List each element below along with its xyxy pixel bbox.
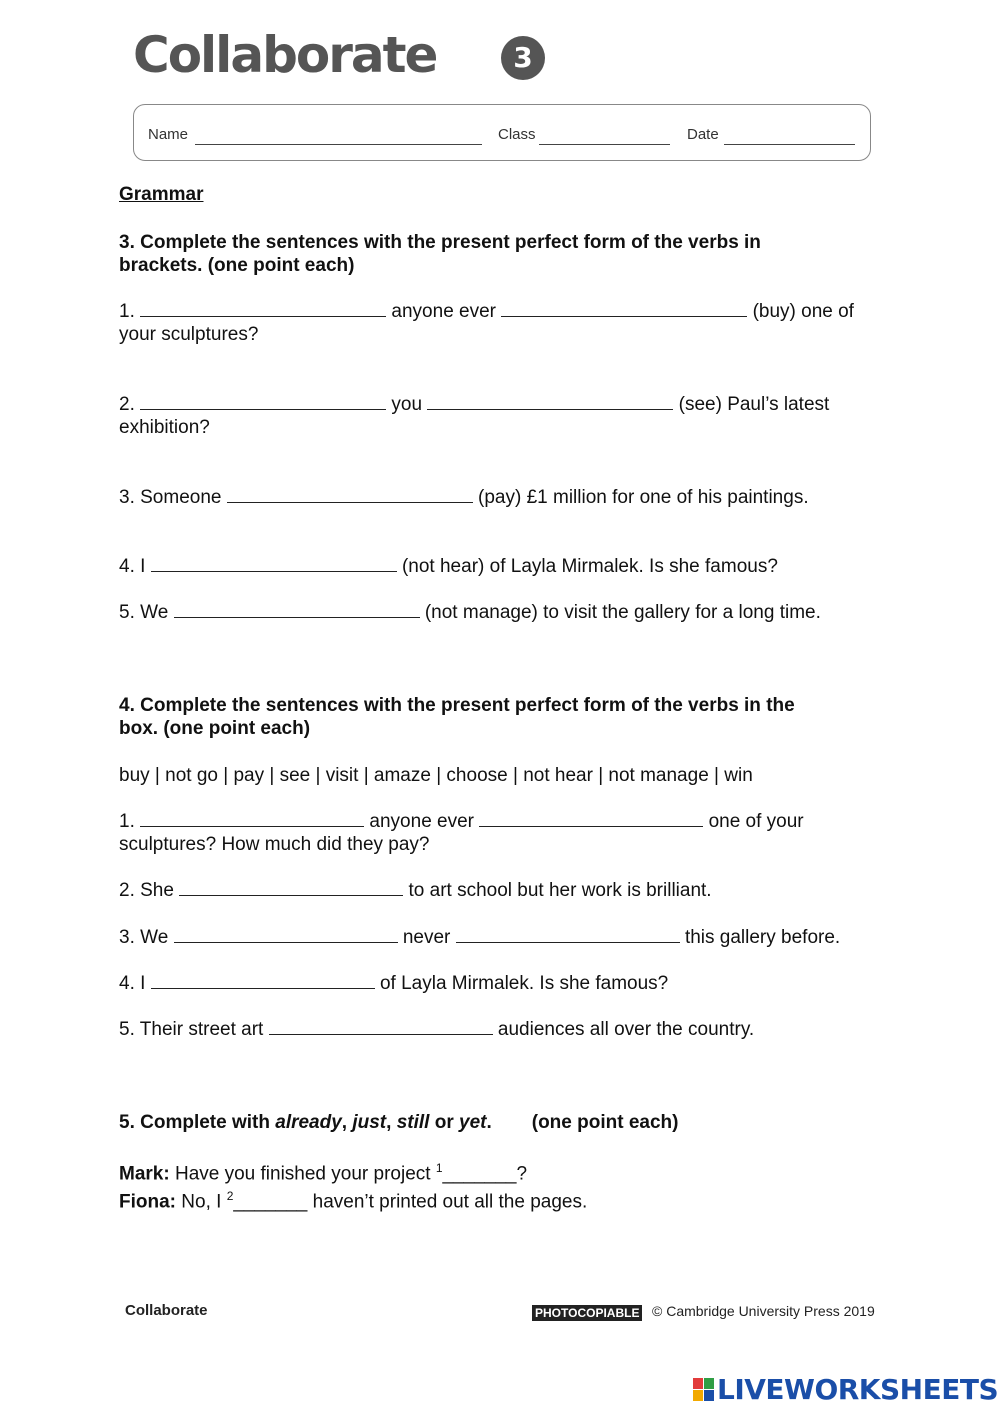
answer-blank[interactable]	[140, 394, 386, 410]
ex4-title: 4. Complete the sentences with the present perfect form of the verbs in the box. (one point each)	[119, 695, 795, 739]
ex3-sentence-1: 1. anyone ever (buy) one of your sculptures?	[119, 301, 854, 345]
ex3-sentence-3: 3. Someone (pay) £1 million for one of his paintings.	[119, 487, 809, 508]
level-number-badge: 3	[501, 36, 545, 80]
answer-blank[interactable]	[179, 880, 403, 896]
dialogue-line-mark: Mark: Have you finished your project $^1$_______?	[119, 1161, 528, 1185]
answer-blank[interactable]	[174, 602, 420, 618]
answer-blank[interactable]	[501, 301, 747, 317]
date-field[interactable]	[724, 144, 855, 145]
ex4-sentence-3: 3. We never this gallery before.	[119, 927, 841, 948]
liveworksheets-logo[interactable]	[693, 1373, 998, 1406]
ex3-sentence-5: 5. We (not manage) to visit the gallery for a long time.	[119, 602, 821, 623]
collaborate-logo: Collaborate	[133, 26, 437, 84]
answer-blank[interactable]	[140, 811, 364, 827]
date-label: Date	[687, 126, 719, 143]
answer-blank[interactable]	[479, 811, 703, 827]
answer-blank[interactable]: _______	[233, 1191, 308, 1213]
answer-blank[interactable]	[151, 556, 397, 572]
class-label: Class	[498, 126, 536, 143]
ex4-sentence-5: 5. Their street art audiences all over the country.	[119, 1019, 755, 1040]
answer-blank[interactable]	[427, 394, 673, 410]
footer-brand: Collaborate	[125, 1302, 208, 1319]
copyright-text: © Cambridge University Press 2019	[652, 1303, 875, 1319]
ex4-word-box: buy | not go | pay | see | visit | amaze | choose | not hear | not manage | win	[119, 765, 753, 786]
name-label: Name	[148, 126, 189, 143]
answer-blank[interactable]	[151, 973, 375, 989]
section-title: Grammar	[119, 184, 204, 205]
answer-blank[interactable]	[140, 301, 386, 317]
class-field[interactable]	[539, 144, 670, 145]
ex4-sentence-4: 4. I of Layla Mirmalek. Is she famous?	[119, 973, 669, 994]
answer-blank[interactable]: _______	[442, 1163, 517, 1185]
ex4-sentence-1: 1. anyone ever one of your sculptures? How much did they pay?	[119, 811, 804, 855]
answer-blank[interactable]	[269, 1019, 493, 1035]
answer-blank[interactable]	[174, 927, 398, 943]
answer-blank[interactable]	[227, 487, 473, 503]
ex3-sentence-4: 4. I (not hear) of Layla Mirmalek. Is she famous?	[119, 556, 778, 577]
answer-blank[interactable]	[456, 927, 680, 943]
name-field[interactable]	[195, 144, 482, 145]
liveworksheets-wordmark: LIVEWORKSHEETS	[717, 1373, 999, 1406]
ex5-dialogue	[119, 1157, 587, 1214]
ex5-title: 5. Complete with already, just, still or yet. (one point each)	[119, 1112, 679, 1133]
dialogue-line-fiona: Fiona: No, I $^2$_______ haven’t printed out all the pages.	[119, 1189, 588, 1213]
ex3-sentence-2: 2. you (see) Paul’s latest exhibition?	[119, 394, 830, 438]
photocopiable-badge: PHOTOCOPIABLE	[532, 1305, 642, 1321]
ex3-title: 3. Complete the sentences with the present perfect form of the verbs in brackets. (one point each)	[119, 232, 761, 276]
ex4-sentence-2: 2. She to art school but her work is brilliant.	[119, 880, 712, 901]
liveworksheets-icon	[693, 1378, 714, 1402]
